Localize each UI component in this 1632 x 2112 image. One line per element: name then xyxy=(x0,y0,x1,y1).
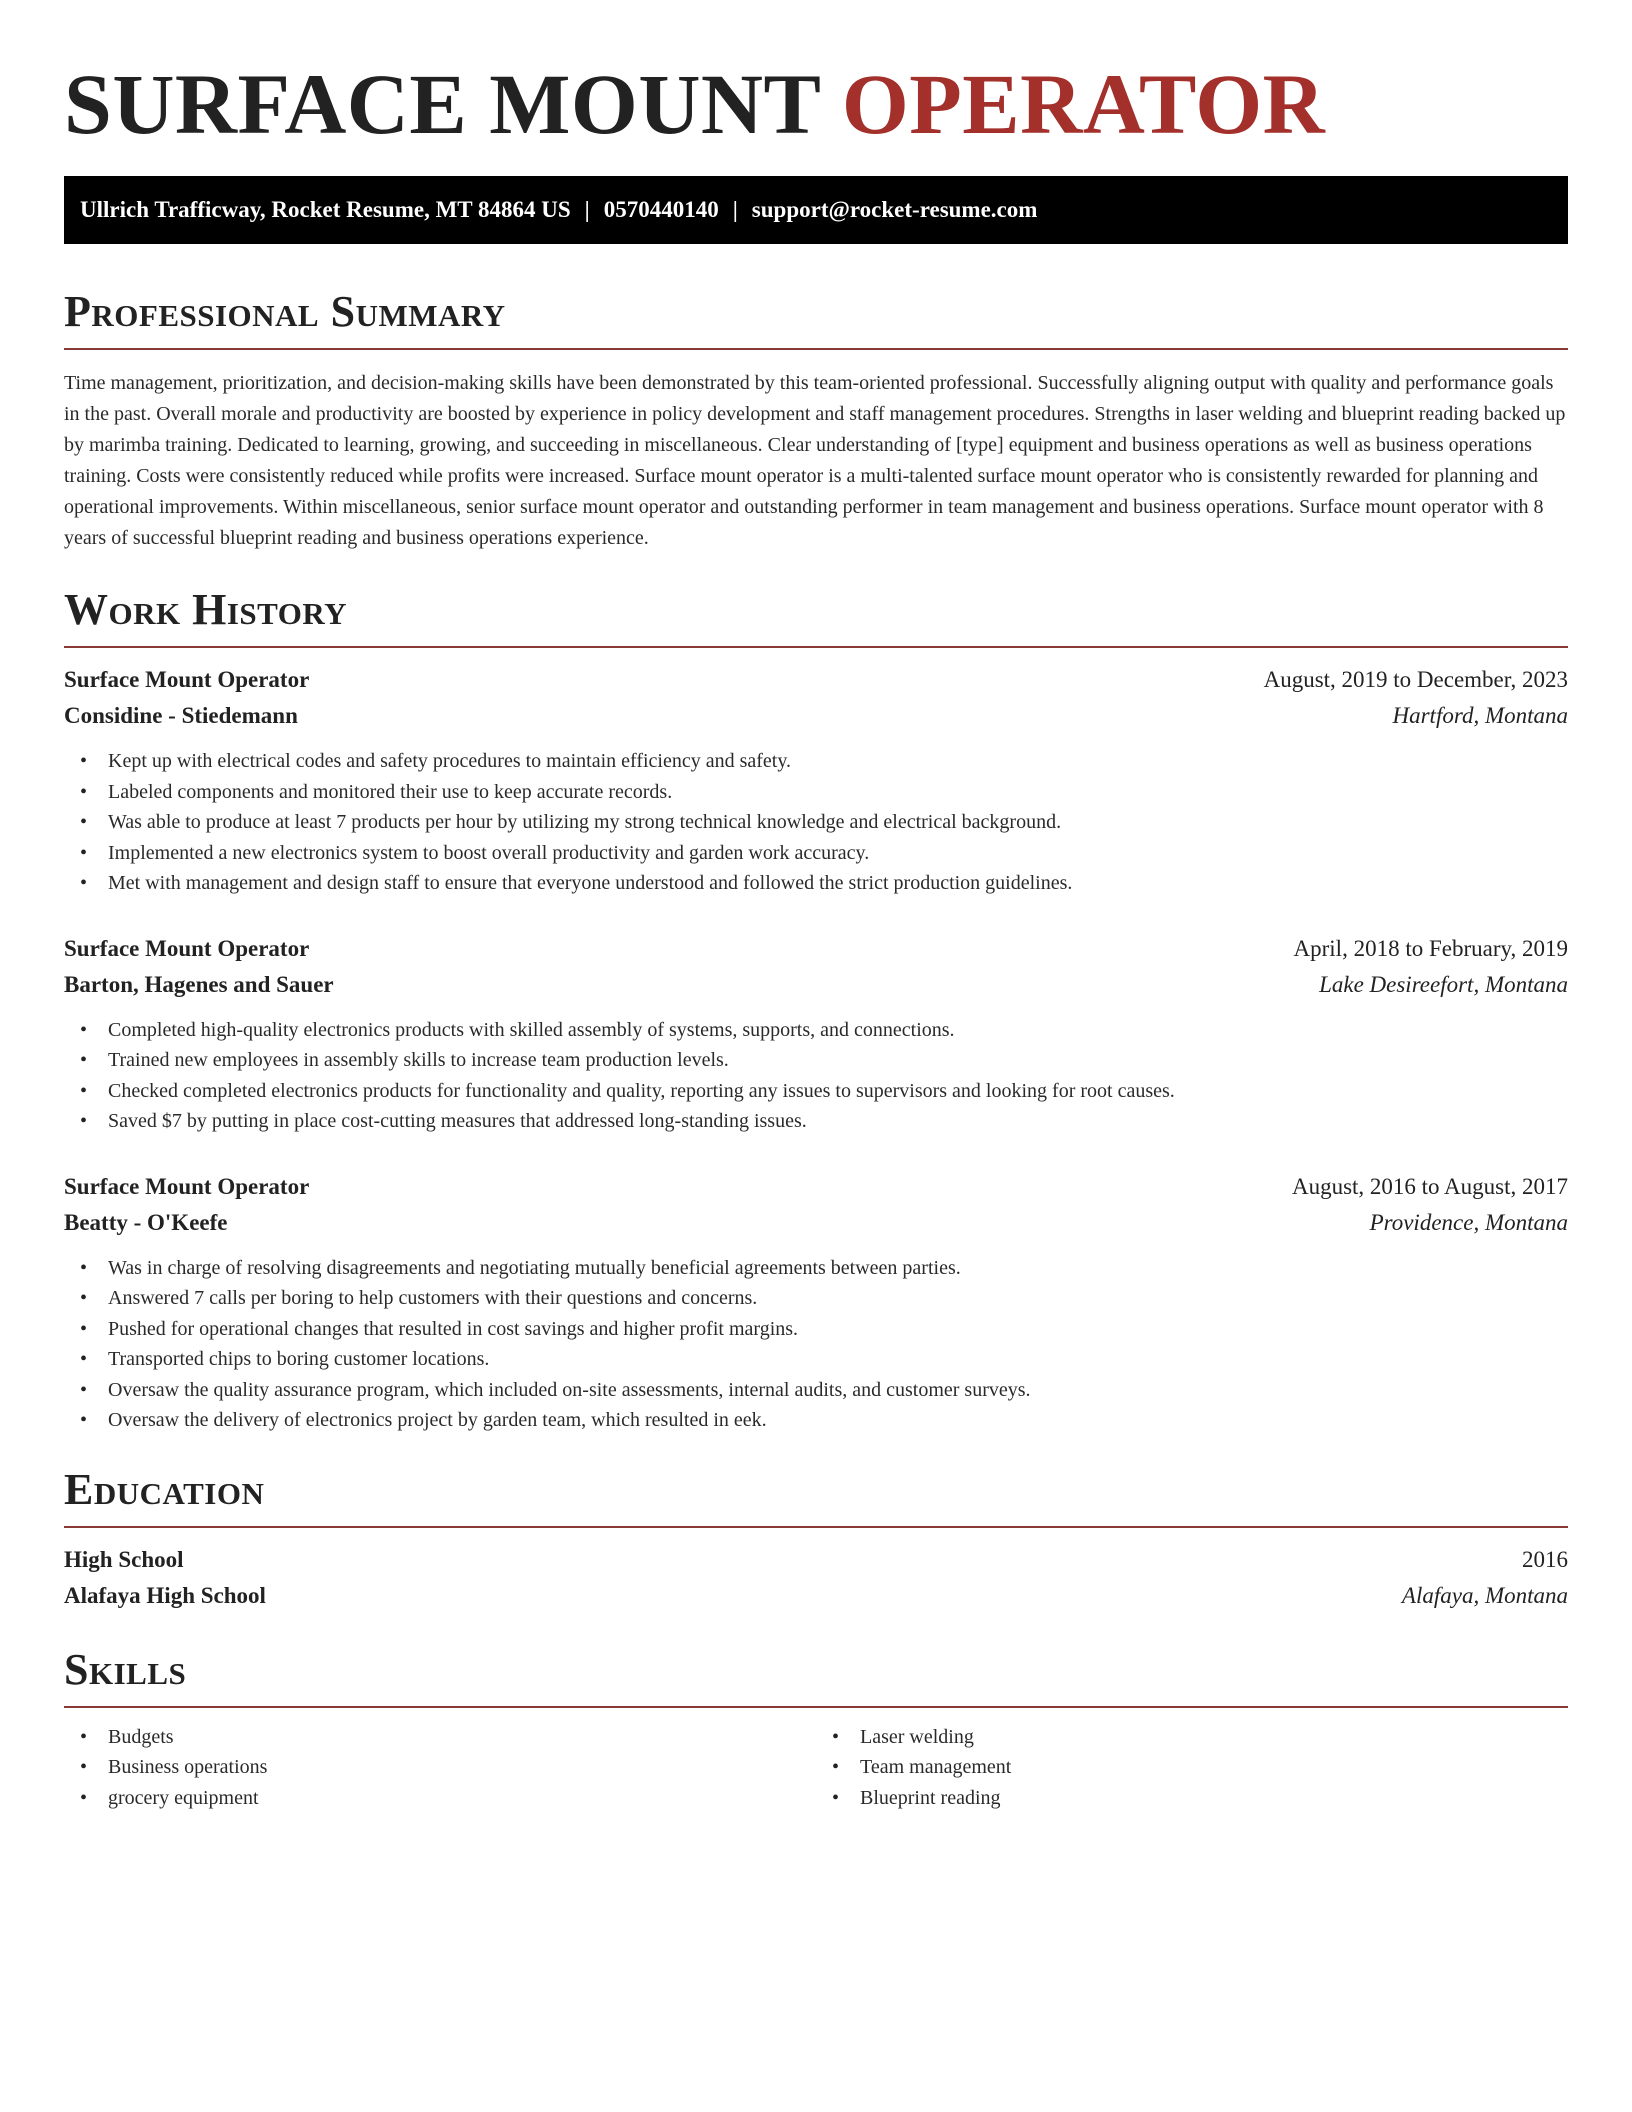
job-entry xyxy=(64,662,1568,899)
skills-list-right xyxy=(816,1722,1568,1814)
job-dates: August, 2016 to August, 2017 xyxy=(1291,1173,1568,1199)
contact-email: support@rocket-resume.com xyxy=(751,197,1038,222)
contact-address: Ullrich Trafficway, Rocket Resume, MT 84864 US xyxy=(80,197,571,222)
skills-section xyxy=(64,1644,1568,1814)
job-bullet: • Pushed for operational changes that resulted in cost savings and higher profit margins. xyxy=(64,1314,1568,1345)
section-divider xyxy=(64,646,1568,648)
education-year: 2016 xyxy=(1522,1546,1568,1572)
education-degree: High School xyxy=(64,1546,184,1572)
contact-phone: 0570440140 xyxy=(603,197,719,222)
job-bullet: • Was in charge of resolving disagreements and negotiating mutually beneficial agreements between parties. xyxy=(64,1253,1568,1284)
title-main: SURFACE MOUNT xyxy=(64,56,820,152)
contact-separator: | xyxy=(584,197,590,222)
resume-title xyxy=(64,0,1568,176)
job-entry xyxy=(64,1169,1568,1436)
summary-text: Time management, prioritization, and decision-making skills have been demonstrated by this team-oriented professional. Successfully aligning output with quality and performance goals in the past. Overall morale and productivity are boosted by experience in policy development and staff management procedures. Strengths in laser welding and blueprint reading backed up by marimba training. Dedicated to learning, growing, and succeeding in miscellaneous. Clear understanding of [type] equipment and business operations as well as business operations training. Costs were consistently reduced while profits were increased. Surface mount operator is a multi-talented surface mount operator who is consistently rewarded for planning and operational improvements. Within miscellaneous, senior surface mount operator and outstanding performer in team management and business operations. Surface mount operator with 8 years of successful blueprint reading and business operations experience. xyxy=(64,372,1566,549)
job-bullet: • Met with management and design staff to ensure that everyone understood and followed the strict production guidelines. xyxy=(64,868,1568,899)
job-bullet: • Oversaw the delivery of electronics project by garden team, which resulted in eek. xyxy=(64,1405,1568,1436)
skill-item: • grocery equipment xyxy=(64,1783,816,1814)
job-bullet: • Saved $7 by putting in place cost-cutting measures that addressed long-standing issues. xyxy=(64,1106,1568,1137)
education-heading: Education xyxy=(64,1464,265,1514)
skills-heading: Skills xyxy=(64,1644,187,1694)
job-bullet: • Oversaw the quality assurance program, which included on-site assessments, internal audits, and customer surveys. xyxy=(64,1375,1568,1406)
title-accent: OPERATOR xyxy=(841,56,1326,152)
job-company: Barton, Hagenes and Sauer xyxy=(64,971,334,997)
job-company: Considine - Stiedemann xyxy=(64,703,298,728)
job-bullet: • Kept up with electrical codes and safety procedures to maintain efficiency and safety. xyxy=(64,746,1568,777)
work-history-section xyxy=(64,584,1568,1436)
job-bullet: • Checked completed electronics products for functionality and quality, reporting any issues to supervisors and looking for root causes. xyxy=(64,1076,1568,1107)
job-bullet: • Transported chips to boring customer locations. xyxy=(64,1344,1568,1375)
job-bullet: • Was able to produce at least 7 products per hour by utilizing my strong technical knowledge and electrical background. xyxy=(64,807,1568,838)
job-entry xyxy=(64,931,1568,1137)
job-dates: April, 2018 to February, 2019 xyxy=(1293,935,1568,961)
contact-separator: | xyxy=(732,197,738,222)
section-divider xyxy=(64,1526,1568,1528)
skill-item: • Business operations xyxy=(64,1752,816,1783)
section-divider xyxy=(64,1706,1568,1708)
job-bullet: • Implemented a new electronics system to boost overall productivity and garden work accuracy. xyxy=(64,838,1568,869)
skills-list-left xyxy=(64,1722,816,1814)
education-location: Alafaya, Montana xyxy=(1401,1582,1568,1608)
job-dates: August, 2019 to December, 2023 xyxy=(1263,667,1568,692)
contact-bar xyxy=(64,176,1568,244)
job-bullet: • Trained new employees in assembly skills to increase team production levels. xyxy=(64,1045,1568,1076)
job-title: Surface Mount Operator xyxy=(64,935,310,961)
education-school: Alafaya High School xyxy=(64,1582,266,1608)
skill-item: • Team management xyxy=(816,1752,1568,1783)
job-title: Surface Mount Operator xyxy=(64,667,310,692)
skill-item: • Laser welding xyxy=(816,1722,1568,1753)
job-company: Beatty - O'Keefe xyxy=(64,1209,228,1235)
job-bullets xyxy=(64,1015,1568,1137)
section-divider xyxy=(64,348,1568,350)
summary-section xyxy=(64,286,1568,554)
summary-heading: Professional Summary xyxy=(64,287,506,336)
job-title: Surface Mount Operator xyxy=(64,1173,310,1199)
job-bullet: • Labeled components and monitored their use to keep accurate records. xyxy=(64,777,1568,808)
job-location: Hartford, Montana xyxy=(1392,703,1568,728)
job-bullets xyxy=(64,746,1568,899)
job-bullet: • Completed high-quality electronics products with skilled assembly of systems, supports, and connections. xyxy=(64,1015,1568,1046)
job-location: Providence, Montana xyxy=(1369,1209,1568,1235)
skill-item: • Blueprint reading xyxy=(816,1783,1568,1814)
resume-page xyxy=(64,0,1568,1813)
job-bullet: • Answered 7 calls per boring to help customers with their questions and concerns. xyxy=(64,1283,1568,1314)
skill-item: • Budgets xyxy=(64,1722,816,1753)
work-history-heading: Work History xyxy=(64,585,348,634)
job-bullets xyxy=(64,1253,1568,1436)
job-location: Lake Desireefort, Montana xyxy=(1319,971,1568,997)
education-section xyxy=(64,1464,1568,1614)
